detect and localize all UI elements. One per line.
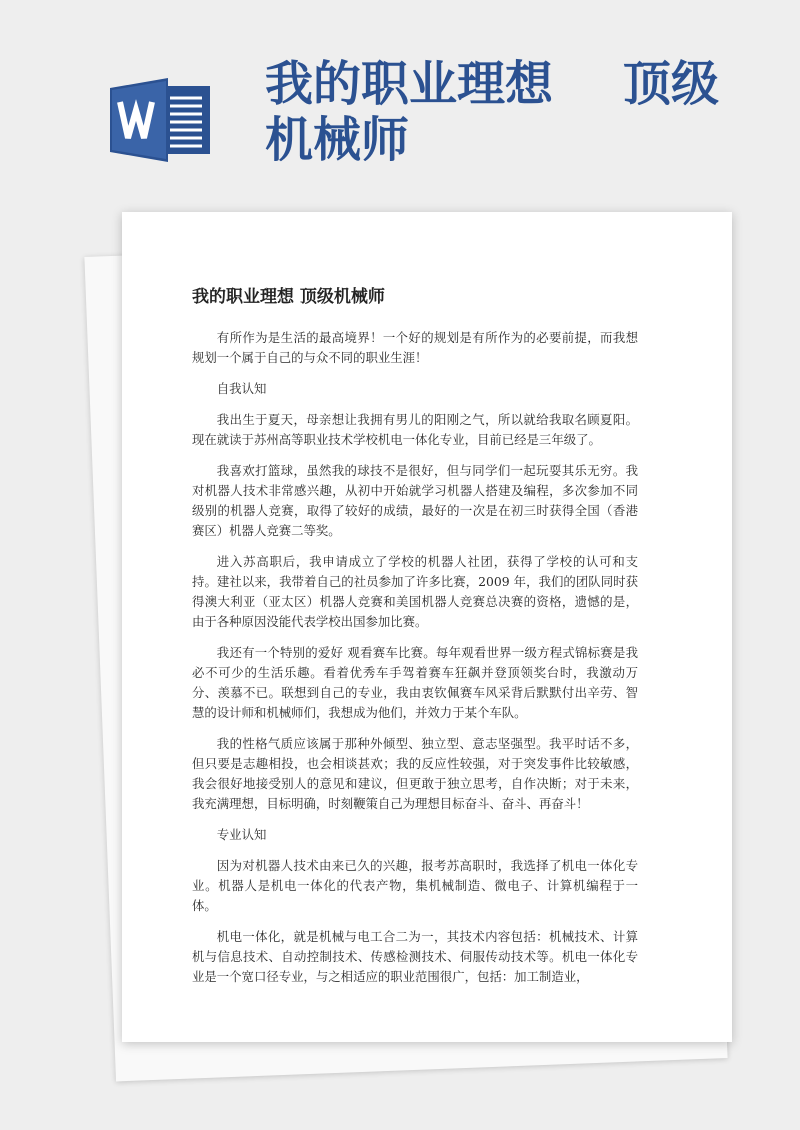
document-title: 我的职业理想 顶级机械师 (192, 287, 385, 307)
document-body (192, 328, 638, 998)
section-heading-self: 自我认知 (216, 381, 267, 396)
paragraph-intro: 有所作为是生活的最高境界！一个好的规划是有所作为的必要前提，而我想规划一个属于自己的与众不同的职业生涯！ (192, 330, 638, 365)
paragraph: 我喜欢打篮球，虽然我的球技不是很好，但与同学们一起玩耍其乐无穷。我对机器人技术非常感兴趣，从初中开始就学习机器人搭建及编程，多次参加不同级别的机器人竞赛，取得了较好的成绩，最好的一次是在初三时获得全国（香港赛区）机器人竞赛二等奖。 (192, 463, 638, 538)
section-heading-major: 专业认知 (216, 827, 267, 842)
document-page (122, 212, 732, 1042)
banner-title-part1: 我的职业理想 (265, 56, 554, 112)
paragraph: 进入苏高职后，我申请成立了学校的机器人社团，获得了学校的认可和支持。建社以来，我带着自己的社员参加了许多比赛，2009 年，我们的团队同时获得澳大利亚（亚太区）机器人竞赛和美国机器人竞赛总决赛的资格，遗憾的是，由于各种原因没能代表学校出国参加比赛。 (192, 554, 638, 629)
banner-title-part2: 顶级 (623, 56, 720, 112)
word-document-icon (110, 78, 214, 162)
paragraph: 因为对机器人技术由来已久的兴趣，报考苏高职时，我选择了机电一体化专业。机器人是机电一体化的代表产物，集机械制造、微电子、计算机编程于一体。 (192, 858, 638, 913)
banner-title-part3: 机械师 (265, 112, 410, 168)
banner-title (265, 56, 735, 168)
paragraph: 机电一体化，就是机械与电工合二为一，其技术内容包括：机械技术、计算机与信息技术、自动控制技术、传感检测技术、伺服传动技术等。机电一体化专业是一个宽口径专业，与之相适应的职业范围很广，包括：加工制造业， (192, 929, 638, 984)
paragraph: 我的性格气质应该属于那种外倾型、独立型、意志坚强型。我平时话不多，但只要是志趣相投，也会相谈甚欢；我的反应性较强，对于突发事件比较敏感，我会很好地接受别人的意见和建议，但更敢于独立思考，自作决断；对于未来，我充满理想，目标明确，时刻鞭策自己为理想目标奋斗、奋斗、再奋斗！ (192, 736, 638, 811)
paragraph: 我出生于夏天，母亲想让我拥有男儿的阳刚之气，所以就给我取名顾夏阳。现在就读于苏州高等职业技术学校机电一体化专业，目前已经是三年级了。 (192, 412, 638, 447)
paragraph: 我还有一个特别的爱好 观看赛车比赛。每年观看世界一级方程式锦标赛是我必不可少的生活乐趣。看着优秀车手驾着赛车狂飙并登顶领奖台时，我激动万分、羡慕不已。联想到自己的专业，我由衷钦佩赛车风采背后默默付出辛劳、智慧的设计师和机械师们，我想成为他们，并效力于某个车队。 (192, 645, 638, 720)
